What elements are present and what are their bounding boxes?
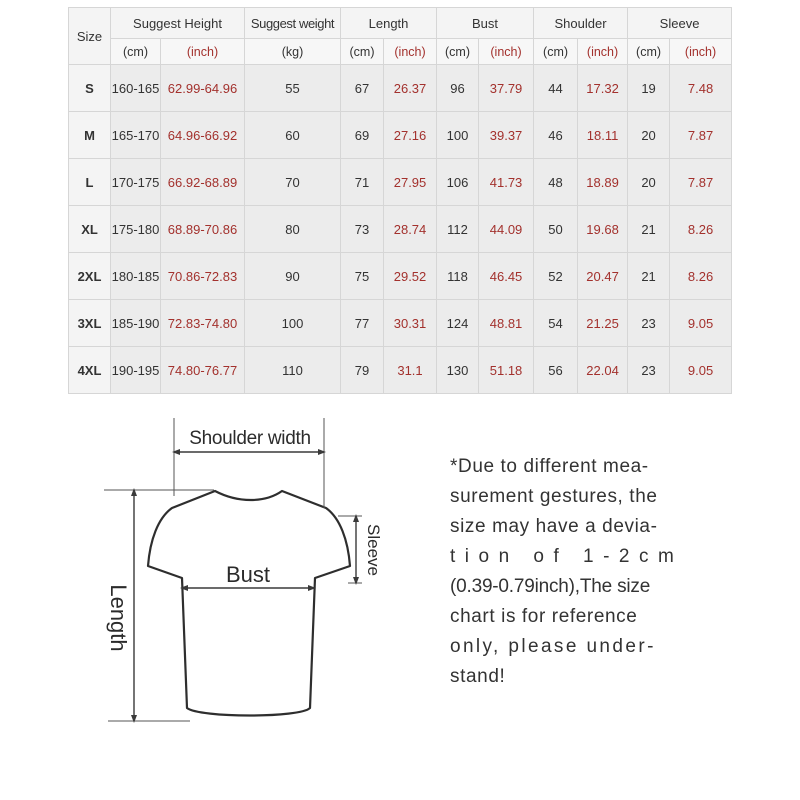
sleeve-label: Sleeve	[364, 524, 383, 576]
size-label: M	[69, 112, 111, 159]
bust-cm: 100	[437, 112, 479, 159]
sleeve-inch: 7.48	[670, 65, 732, 112]
bust-inch: 51.18	[479, 347, 534, 394]
bust-cm: 118	[437, 253, 479, 300]
table-row	[69, 253, 732, 300]
table-row	[69, 206, 732, 253]
bust-cm: 130	[437, 347, 479, 394]
size-deviation-note	[450, 452, 750, 692]
note-line: surement gestures, the	[450, 486, 658, 507]
height-header: Suggest Height	[111, 8, 245, 39]
table-row	[69, 159, 732, 206]
length-cm: 77	[341, 300, 384, 347]
bust-inch: 41.73	[479, 159, 534, 206]
sleeve-inch: 7.87	[670, 112, 732, 159]
unit-inch: (inch)	[670, 39, 732, 65]
table-row	[69, 300, 732, 347]
length-label: Length	[106, 584, 131, 652]
unit-inch: (inch)	[578, 39, 628, 65]
sleeve-inch: 8.26	[670, 206, 732, 253]
sleeve-inch: 7.87	[670, 159, 732, 206]
bust-cm: 96	[437, 65, 479, 112]
height-inch: 72.83-74.80	[161, 300, 245, 347]
shoulder-inch: 22.04	[578, 347, 628, 394]
length-inch: 30.31	[384, 300, 437, 347]
height-cm: 175-180	[111, 206, 161, 253]
note-line: only, please under-	[450, 636, 656, 657]
size-label: 3XL	[69, 300, 111, 347]
length-header: Length	[341, 8, 437, 39]
table-row	[69, 112, 732, 159]
height-cm: 180-185	[111, 253, 161, 300]
sleeve-cm: 21	[628, 253, 670, 300]
tshirt-outline	[148, 491, 350, 716]
unit-row	[69, 39, 732, 65]
note-line: (0.39-0.79inch),The size	[450, 576, 651, 597]
bust-inch: 44.09	[479, 206, 534, 253]
length-cm: 73	[341, 206, 384, 253]
bust-inch: 46.45	[479, 253, 534, 300]
note-line: size may have a devia-	[450, 516, 658, 537]
size-label: S	[69, 65, 111, 112]
size-header: Size	[69, 8, 111, 65]
height-inch: 70.86-72.83	[161, 253, 245, 300]
length-inch: 27.16	[384, 112, 437, 159]
length-cm: 69	[341, 112, 384, 159]
size-chart-table	[68, 7, 732, 394]
height-inch: 68.89-70.86	[161, 206, 245, 253]
shoulder-cm: 50	[534, 206, 578, 253]
height-inch: 62.99-64.96	[161, 65, 245, 112]
weight-kg: 90	[245, 253, 341, 300]
group-header-row	[69, 8, 732, 39]
length-inch: 31.1	[384, 347, 437, 394]
bust-inch: 37.79	[479, 65, 534, 112]
sleeve-cm: 19	[628, 65, 670, 112]
unit-cm: (cm)	[437, 39, 479, 65]
weight-kg: 110	[245, 347, 341, 394]
tshirt-measurement-diagram	[0, 400, 420, 800]
shoulder-inch: 21.25	[578, 300, 628, 347]
bust-cm: 112	[437, 206, 479, 253]
height-cm: 160-165	[111, 65, 161, 112]
shoulder-cm: 44	[534, 65, 578, 112]
shoulder-cm: 48	[534, 159, 578, 206]
bust-cm: 106	[437, 159, 479, 206]
size-label: 2XL	[69, 253, 111, 300]
height-cm: 190-195	[111, 347, 161, 394]
shoulder-cm: 52	[534, 253, 578, 300]
height-inch: 66.92-68.89	[161, 159, 245, 206]
shoulder-inch: 19.68	[578, 206, 628, 253]
height-cm: 165-170	[111, 112, 161, 159]
unit-kg: (kg)	[245, 39, 341, 65]
height-cm: 185-190	[111, 300, 161, 347]
weight-kg: 60	[245, 112, 341, 159]
shoulder-width-label: Shoulder width	[189, 428, 311, 449]
size-label: L	[69, 159, 111, 206]
shoulder-cm: 54	[534, 300, 578, 347]
length-cm: 75	[341, 253, 384, 300]
bust-inch: 39.37	[479, 112, 534, 159]
shoulder-inch: 18.89	[578, 159, 628, 206]
height-cm: 170-175	[111, 159, 161, 206]
sleeve-inch: 8.26	[670, 253, 732, 300]
shoulder-inch: 20.47	[578, 253, 628, 300]
note-line: chart is for reference	[450, 606, 638, 627]
unit-inch: (inch)	[161, 39, 245, 65]
length-inch: 28.74	[384, 206, 437, 253]
shoulder-cm: 46	[534, 112, 578, 159]
table-row	[69, 347, 732, 394]
shoulder-cm: 56	[534, 347, 578, 394]
sleeve-header: Sleeve	[628, 8, 732, 39]
weight-kg: 55	[245, 65, 341, 112]
shoulder-inch: 18.11	[578, 112, 628, 159]
bust-inch: 48.81	[479, 300, 534, 347]
unit-cm: (cm)	[111, 39, 161, 65]
shoulder-inch: 17.32	[578, 65, 628, 112]
unit-inch: (inch)	[479, 39, 534, 65]
sleeve-cm: 23	[628, 347, 670, 394]
height-inch: 64.96-66.92	[161, 112, 245, 159]
bust-label: Bust	[225, 562, 271, 587]
note-line: *Due to different mea-	[450, 456, 649, 477]
weight-kg: 70	[245, 159, 341, 206]
length-cm: 67	[341, 65, 384, 112]
note-line: stand!	[450, 666, 506, 687]
sleeve-inch: 9.05	[670, 347, 732, 394]
bust-cm: 124	[437, 300, 479, 347]
sleeve-cm: 23	[628, 300, 670, 347]
size-label: XL	[69, 206, 111, 253]
length-inch: 26.37	[384, 65, 437, 112]
table-row	[69, 65, 732, 112]
height-inch: 74.80-76.77	[161, 347, 245, 394]
sleeve-cm: 20	[628, 159, 670, 206]
unit-cm: (cm)	[341, 39, 384, 65]
length-inch: 29.52	[384, 253, 437, 300]
sleeve-cm: 20	[628, 112, 670, 159]
length-cm: 79	[341, 347, 384, 394]
sleeve-inch: 9.05	[670, 300, 732, 347]
length-cm: 71	[341, 159, 384, 206]
size-label: 4XL	[69, 347, 111, 394]
unit-cm: (cm)	[534, 39, 578, 65]
bust-header: Bust	[437, 8, 534, 39]
note-line: tion of 1-2cm	[450, 546, 684, 567]
length-inch: 27.95	[384, 159, 437, 206]
weight-kg: 100	[245, 300, 341, 347]
sleeve-cm: 21	[628, 206, 670, 253]
unit-inch: (inch)	[384, 39, 437, 65]
shoulder-header: Shoulder	[534, 8, 628, 39]
unit-cm: (cm)	[628, 39, 670, 65]
weight-header: Suggest weight	[245, 8, 341, 39]
weight-kg: 80	[245, 206, 341, 253]
